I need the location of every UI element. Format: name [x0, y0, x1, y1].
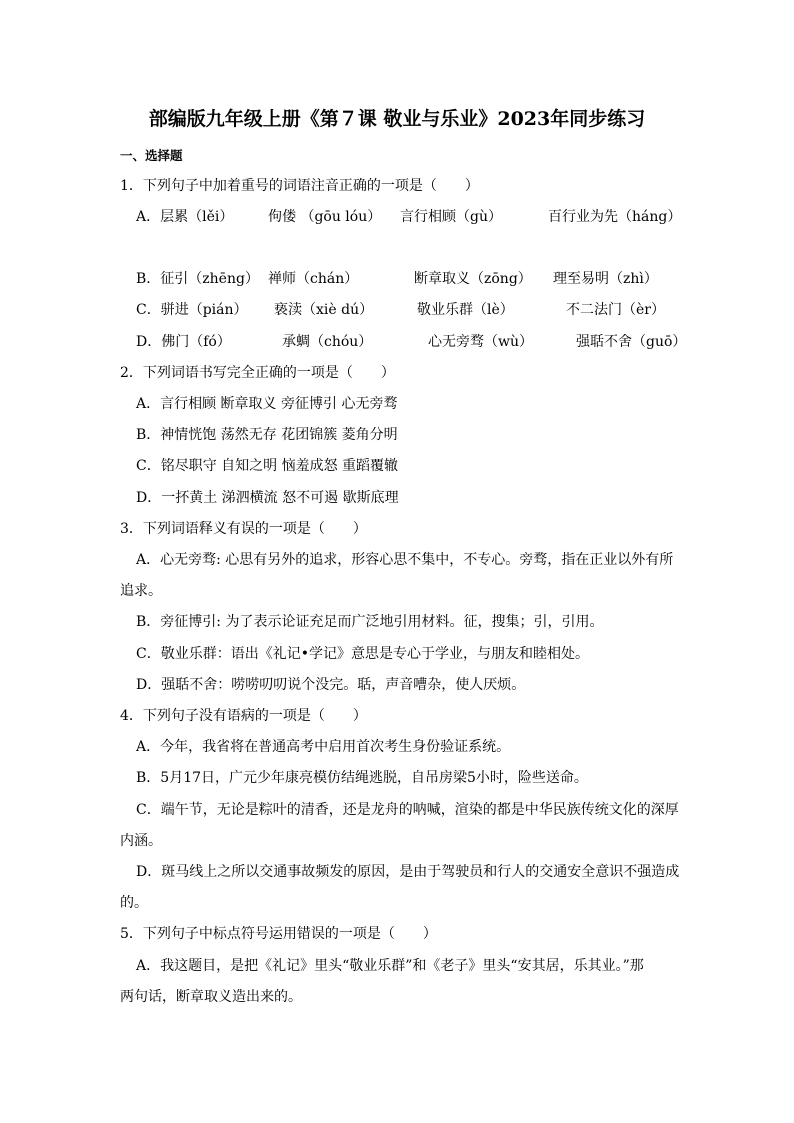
- q4-option-d: D．斑马线上之所以交通事故频发的原因，是由于驾驶员和行人的交通安全意识不强造成: [136, 864, 680, 880]
- q2-option-a: A．言行相顾 断章取义 旁征博引 心无旁骛: [136, 396, 398, 412]
- q3-option-d: D．强聒不舍：唠唠叨叨说个没完。聒，声音嘈杂，使人厌烦。: [136, 677, 526, 693]
- section-heading: 一、选择题: [120, 148, 183, 163]
- question-1-stem: 1．下列句子中加着重号的词语注音正确的一项是（ ）: [120, 178, 479, 194]
- question-5-stem: 5．下列句子中标点符号运用错误的一项是（ ）: [120, 926, 437, 942]
- q1-option-a-4: 百行业为先（háng）: [548, 209, 682, 225]
- q1-option-a-3: 言行相顾（gù）: [400, 209, 502, 225]
- q1-option-a-2: 佝偻 （gōu lóu）: [268, 209, 382, 225]
- q1-option-c-1: C．骈进（pián）: [136, 302, 248, 318]
- q1-option-b-2: 禅师（chán）: [268, 271, 359, 287]
- q4-option-d-continued: 的。: [120, 895, 148, 911]
- q4-option-b: B．5月17日，广元少年康亮模仿结绳逃脱，自吊房梁5小时，险些送命。: [136, 770, 588, 786]
- q4-option-a: A．今年，我省将在普通高考中启用首次考生身份验证系统。: [136, 739, 511, 755]
- q3-option-b: B．旁征博引: 为了表示论证充足而广泛地引用材料。征，搜集；引，引用。: [136, 614, 604, 630]
- q1-option-b-4: 理至易明（zhì）: [553, 271, 658, 287]
- q1-option-d-3: 心无旁骛（wù）: [428, 334, 533, 350]
- q2-option-d: D．一抔黄土 涕泗横流 怒不可遏 歇斯底理: [136, 490, 399, 506]
- q1-option-d-2: 承蜩（chóu）: [282, 334, 373, 350]
- q1-option-d-1: D．佛门（fó）: [136, 334, 231, 350]
- q3-option-a: A．心无旁骛: 心思有另外的追求，形容心思不集中，不专心。旁骛，指在正业以外有所: [136, 552, 674, 568]
- q1-option-c-2: 亵渎（xiè dú）: [274, 302, 374, 318]
- q5-option-a-continued: 两句话，断章取义造出来的。: [120, 989, 302, 1005]
- page-title: 部编版九年级上册《第７课 敬业与乐业》2023年同步练习: [148, 108, 646, 130]
- q3-option-c: C．敬业乐群：语出《礼记•学记》意思是专心于学业，与朋友和睦相处。: [136, 646, 589, 662]
- q1-option-b-1: B．征引（zhēng）: [136, 271, 259, 287]
- q5-option-a: A．我这题目，是把《礼记》里头“敬业乐群”和《老子》里头“安其居，乐其业。”那: [136, 958, 644, 974]
- q4-option-c: C．端午节，无论是粽叶的清香，还是龙舟的呐喊，渲染的都是中华民族传统文化的深厚: [136, 802, 679, 818]
- q1-option-d-4: 强聒不舍（guō）: [576, 334, 687, 350]
- q2-option-b: B．神情恍饱 荡然无存 花团锦簇 菱角分明: [136, 427, 398, 443]
- q1-option-b-3: 断章取义（zōng）: [414, 271, 532, 287]
- question-3-stem: 3．下列词语释义有误的一项是（ ）: [120, 521, 367, 537]
- q3-option-a-continued: 追求。: [120, 583, 162, 599]
- q4-option-c-continued: 内涵。: [120, 833, 162, 849]
- q2-option-c: C．铭尽职守 自知之明 恼羞成怒 重蹈覆辙: [136, 458, 399, 474]
- q1-option-c-4: 不二法门（èr）: [566, 302, 665, 318]
- question-4-stem: 4．下列句子没有语病的一项是（ ）: [120, 708, 367, 724]
- q1-option-c-3: 敬业乐群（lè）: [417, 302, 514, 318]
- question-2-stem: 2．下列词语书写完全正确的一项是（ ）: [120, 365, 395, 381]
- q1-option-a-1: A．层累（lěi）: [136, 209, 234, 225]
